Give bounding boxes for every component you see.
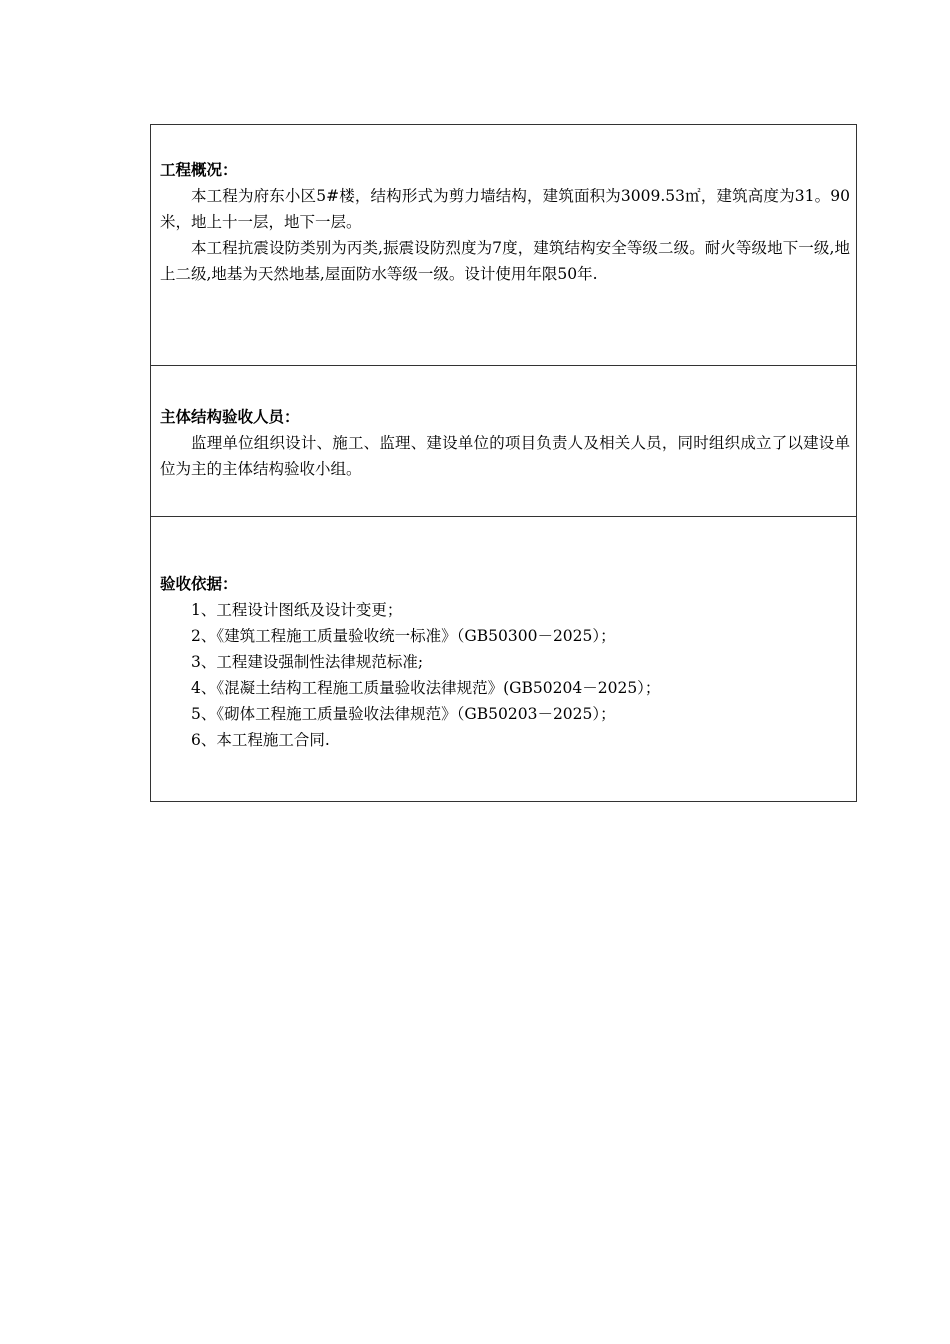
basis-item: 6、本工程施工合同. [191, 731, 330, 749]
basis-item: 5、《砌体工程施工质量验收法律规范》（GB50203－2025）； [191, 705, 616, 723]
acceptance-personnel-section [151, 366, 856, 517]
basis-item: 1、工程设计图纸及设计变更； [191, 601, 403, 619]
basis-item: 4、《混凝土结构工程施工质量验收法律规范》(GB50204－2025）； [191, 679, 661, 697]
acceptance-basis-section [151, 517, 856, 801]
acceptance-basis-heading: 验收依据： [160, 574, 238, 593]
acceptance-personnel-heading: 主体结构验收人员： [160, 407, 300, 426]
acceptance-personnel-paragraph: 监理单位组织设计、施工、监理、建设单位的项目负责人及相关人员，同时组织成立了以建设单位为主的主体结构验收小组。 [160, 434, 850, 478]
basis-item: 2、《建筑工程施工质量验收统一标准》（GB50300－2025）； [191, 627, 616, 645]
acceptance-basis-list [160, 597, 850, 753]
basis-item: 3、工程建设强制性法律规范标准; [191, 653, 424, 671]
project-overview-section [151, 125, 856, 366]
project-overview-paragraph-2: 本工程抗震设防类别为丙类,振震设防烈度为7度，建筑结构安全等级二级。耐火等级地下一级,地上二级,地基为天然地基,屋面防水等级一级。设计使用年限50年. [160, 239, 850, 283]
project-overview-paragraph-1: 本工程为府东小区5#楼，结构形式为剪力墙结构，建筑面积为3009.53㎡，建筑高度为31。90米，地上十一层，地下一层。 [160, 187, 850, 231]
project-overview-heading: 工程概况： [160, 160, 238, 179]
acceptance-record-table [150, 124, 857, 802]
